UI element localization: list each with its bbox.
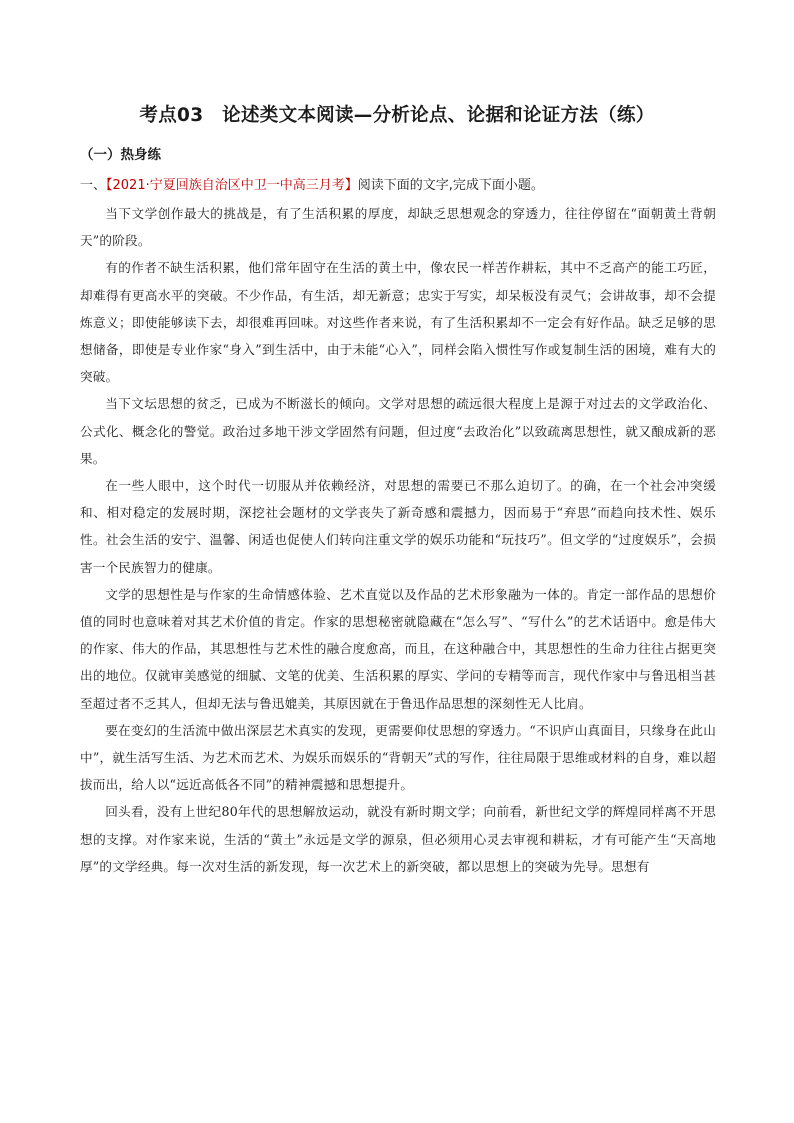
question-number: 一、 xyxy=(80,178,107,193)
section-heading: （一）热身练 xyxy=(80,147,161,163)
question-instruction: 阅读下面的文字,完成下面小题。 xyxy=(357,178,544,193)
paragraph: 当下文坛思想的贫乏，已成为不断滋长的倾向。文学对思想的疏远很大程度上是源于对过去的文学政治化、公式化、概念化的警觉。政治过多地干涉文学固然有问题，但过度“去政治化”以致疏离思想性，就又酿成新的恶果。 xyxy=(80,396,716,466)
paragraph: 要在变幻的生活流中做出深层艺术真实的发现，更需要仰仗思想的穿透力。“不识庐山真面目，只缘身在此山中”，就生活写生活、为艺术而艺术、为娱乐而娱乐的“背朝天”式的写作，往往局限于思维或材料的自身，难以超拔而出，给人以“远近高低各不同”的精神震撼和思想提升。 xyxy=(80,722,716,793)
question-source: 【2021·宁夏回族自治区中卫一中高三月考】 xyxy=(106,178,358,193)
paragraph: 回头看，没有上世纪80年代的思想解放运动，就没有新时期文学；向前看，新世纪文学的辉煌同样离不开思想的支撑。对作家来说，生活的“黄土”永远是文学的源泉，但必须用心灵去审视和耕耘，才有可能产生“天高地厚”的文学经典。每一次对生活的新发现，每一次艺术上的新突破，都以思想上的突破为先导。思想有 xyxy=(80,804,716,874)
reading-passage xyxy=(80,200,716,880)
paragraph: 在一些人眼中，这个时代一切服从并依赖经济，对思想的需要已不那么迫切了。的确，在一个社会冲突缓和、相对稳定的发展时期，深挖社会题材的文学丧失了新奇感和震撼力，因而易于“弃思”而趋向技术性、娱乐性。社会生活的安宁、温馨、闲适也促使人们转向注重文学的娱乐功能和“玩技巧”。但文学的“过度娱乐”，会损害一个民族智力的健康。 xyxy=(80,478,716,575)
page-title: 考点03 论述类文本阅读—分析论点、论据和论证方法（练） xyxy=(139,105,655,126)
question-header xyxy=(80,174,544,193)
paragraph: 文学的思想性是与作家的生命情感体验、艺术直觉以及作品的艺术形象融为一体的。肯定一部作品的思想价值的同时也意味着对其艺术价值的肯定。作家的思想秘密就隐藏在“怎么写”、“写什么”的艺术话语中。愈是伟大的作家、伟大的作品，其思想性与艺术性的融合度愈高，而且，在这种融合中，其思想性的生命力往往占据更突出的地位。仅就审美感觉的细腻、文笔的优美、生活积累的厚实、学问的专精等而言，现代作家中与鲁迅相当甚至超过者不乏其人，但却无法与鲁迅媲美，其原因就在于鲁迅作品思想的深刻性无人比肩。 xyxy=(80,586,716,711)
paragraph: 有的作者不缺生活积累，他们常年固守在生活的黄土中，像农民一样苦作耕耘，其中不乏高产的能工巧匠，却难得有更高水平的突破。不少作品，有生活，却无新意；忠实于写实，却呆板没有灵气；会讲故事，却不会提炼意义；即使能够读下去，却很难再回味。对这些作者来说，有了生活积累却不一定会有好作品。缺乏足够的思想储备，即使是专业作家“身入”到生活中，由于未能“心入”，同样会陷入惯性写作或复制生活的困境，难有大的突破。 xyxy=(80,260,716,385)
paragraph: 当下文学创作最大的挑战是，有了生活积累的厚度，却缺乏思想观念的穿透力，往往停留在“面朝黄土背朝天”的阶段。 xyxy=(80,206,716,249)
